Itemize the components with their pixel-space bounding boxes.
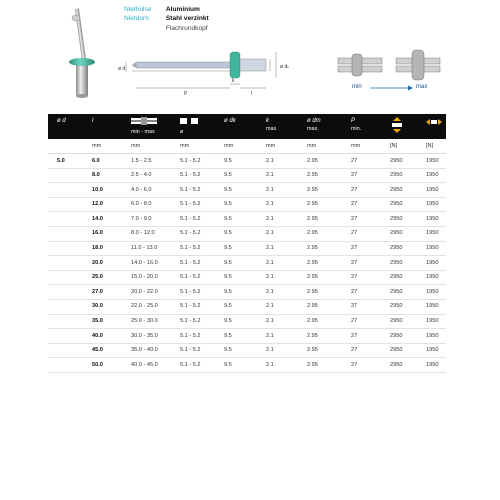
table-cell: 27	[351, 230, 358, 237]
installation-illustration	[334, 44, 448, 102]
header-tensile-force	[426, 117, 442, 130]
table-cell: 5.1 - 5.2	[180, 318, 201, 325]
table-cell: 2.95	[307, 303, 318, 310]
table-cell: 2950	[390, 332, 403, 339]
table-cell: 2.1	[266, 215, 274, 222]
table-cell: 1950	[426, 201, 439, 208]
table-row	[48, 227, 446, 242]
table-cell: 2950	[390, 288, 403, 295]
header-length: l	[92, 118, 94, 124]
table-cell: 2.1	[266, 230, 274, 237]
table-row	[48, 154, 446, 169]
table-cell: 2.95	[307, 186, 318, 193]
table-row	[48, 315, 446, 330]
table-cell: 6.0	[92, 157, 100, 164]
table-cell: 9.5	[224, 186, 232, 193]
table-cell: 5.1 - 5.2	[180, 172, 201, 179]
table-row	[48, 358, 446, 373]
table-cell: 22.0 - 25.0	[131, 303, 158, 310]
unit-cell: [N]	[426, 143, 434, 149]
table-cell: 1950	[426, 215, 439, 222]
table-cell: 40.0 - 45.0	[131, 361, 158, 368]
table-cell: 1950	[426, 347, 439, 354]
table-cell: 9.5	[224, 201, 232, 208]
unit-cell: [N]	[390, 143, 398, 149]
diagram-label-p: P	[184, 91, 188, 97]
table-cell: 5.1 - 5.2	[180, 245, 201, 252]
table-row	[48, 344, 446, 359]
diagram-label-d: ø d	[118, 66, 126, 72]
table-cell: 5.1 - 5.2	[180, 347, 201, 354]
table-cell: 1950	[426, 332, 439, 339]
table-cell: 2950	[390, 215, 403, 222]
table-cell: 1950	[426, 303, 439, 310]
table-cell: 5.0	[57, 157, 65, 164]
diagram-label-dk: ø dₖ	[280, 64, 290, 70]
table-cell: 50.0	[92, 361, 103, 368]
table-cell: 27	[351, 274, 358, 281]
unit-cell: mm	[92, 143, 102, 149]
table-cell: 27	[351, 201, 358, 208]
table-header	[48, 114, 446, 139]
table-cell: 7.0 - 9.0	[131, 215, 152, 222]
table-cell: 5.1 - 5.2	[180, 332, 201, 339]
table-cell: 25.0	[92, 274, 103, 281]
table-cell: 1950	[426, 157, 439, 164]
table-cell: 2950	[390, 230, 403, 237]
header-mandrel-diameter: ø dm max.	[307, 118, 321, 132]
table-cell: 2950	[390, 186, 403, 193]
table-cell: 9.5	[224, 347, 232, 354]
table-row	[48, 198, 446, 213]
tensile-force-icon	[426, 117, 442, 127]
table-cell: 2.95	[307, 245, 318, 252]
table-cell: 2.1	[266, 347, 274, 354]
table-cell: 2950	[390, 201, 403, 208]
table-cell: 2.95	[307, 259, 318, 266]
table-cell: 27	[351, 157, 358, 164]
table-cell: 5.1 - 5.2	[180, 201, 201, 208]
table-cell: 2950	[390, 274, 403, 281]
spec-row	[124, 24, 209, 33]
table-cell: 2.1	[266, 274, 274, 281]
table-cell: 27	[351, 245, 358, 252]
table-cell: 2950	[390, 361, 403, 368]
table-cell: 2.1	[266, 259, 274, 266]
table-cell: 9.5	[224, 157, 232, 164]
table-cell: 40.0	[92, 332, 103, 339]
table-cell: 30.0 - 35.0	[131, 332, 158, 339]
table-cell: 27	[351, 186, 358, 193]
table-cell: 2.95	[307, 230, 318, 237]
table-cell: 5.1 - 5.2	[180, 361, 201, 368]
table-cell: 25.0 - 30.0	[131, 318, 158, 325]
table-cell: 20.0	[92, 259, 103, 266]
install-min-label: min	[352, 84, 362, 90]
table-cell: 16.0	[92, 230, 103, 237]
table-cell: 1950	[426, 361, 439, 368]
table-cell: 15.0 - 20.0	[131, 274, 158, 281]
drill-hole-icon	[180, 117, 198, 125]
table-cell: 6.0 - 8.0	[131, 201, 152, 208]
table-cell: 1950	[426, 186, 439, 193]
table-cell: 14.0 - 16.0	[131, 259, 158, 266]
table-cell: 1950	[426, 245, 439, 252]
table-cell: 9.5	[224, 259, 232, 266]
table-cell: 10.0	[92, 186, 103, 193]
header-drill-hole: ø	[180, 117, 198, 136]
grip-range-icon	[131, 117, 157, 125]
table-cell: 30.0	[92, 303, 103, 310]
material-spec	[124, 5, 209, 33]
table-cell: 2.1	[266, 245, 274, 252]
unit-cell: mm	[307, 143, 317, 149]
table-cell: 2950	[390, 245, 403, 252]
table-cell: 1950	[426, 172, 439, 179]
header-diameter: ø d	[57, 118, 66, 124]
table-cell: 2950	[390, 172, 403, 179]
table-cell: 2.1	[266, 361, 274, 368]
table-cell: 9.5	[224, 274, 232, 281]
table-cell: 2.1	[266, 172, 274, 179]
unit-cell: mm	[224, 143, 234, 149]
table-cell: 2950	[390, 318, 403, 325]
table-cell: 14.0	[92, 215, 103, 222]
table-body	[48, 154, 446, 373]
table-cell: 9.5	[224, 245, 232, 252]
header-grip-range: min - max	[131, 117, 157, 136]
table-cell: 2.1	[266, 303, 274, 310]
table-row	[48, 212, 446, 227]
table-cell: 1.5 - 2.5	[131, 157, 152, 164]
table-cell: 2.95	[307, 215, 318, 222]
table-cell: 35.0	[92, 318, 103, 325]
table-cell: 9.5	[224, 230, 232, 237]
table-cell: 27	[351, 259, 358, 266]
header-head-height: k max.	[266, 118, 278, 132]
table-cell: 1950	[426, 288, 439, 295]
table-cell: 9.5	[224, 332, 232, 339]
table-cell: 12.0	[92, 201, 103, 208]
table-cell: 18.0	[92, 245, 103, 252]
table-cell: 27	[351, 288, 358, 295]
specification-table	[48, 114, 446, 373]
table-cell: 20.0 - 22.0	[131, 288, 158, 295]
table-cell: 5.1 - 5.2	[180, 157, 201, 164]
table-cell: 5.1 - 5.2	[180, 274, 201, 281]
table-row	[48, 256, 446, 271]
spec-row	[124, 14, 209, 23]
table-cell: 27	[351, 318, 358, 325]
table-cell: 2.1	[266, 201, 274, 208]
table-cell: 9.5	[224, 318, 232, 325]
table-cell: 2950	[390, 157, 403, 164]
table-cell: 27	[351, 215, 358, 222]
table-cell: 2.95	[307, 172, 318, 179]
table-cell: 5.1 - 5.2	[180, 259, 201, 266]
table-row	[48, 300, 446, 315]
table-cell: 27.0	[92, 288, 103, 295]
table-row	[48, 169, 446, 184]
unit-cell: mm	[266, 143, 276, 149]
table-cell: 35.0 - 40.0	[131, 347, 158, 354]
spec-row	[124, 5, 209, 14]
spec-value: Stahl verzinkt	[165, 15, 209, 23]
rivet-photo	[62, 4, 102, 104]
header-mandrel-length: P min.	[351, 118, 362, 132]
spec-value: Flachrundkopf	[165, 24, 208, 32]
table-cell: 5.1 - 5.2	[180, 215, 201, 222]
table-cell: 2.1	[266, 186, 274, 193]
table-cell: 2.95	[307, 157, 318, 164]
table-cell: 2.1	[266, 288, 274, 295]
table-cell: 27	[351, 361, 358, 368]
table-cell: 11.0 - 13.0	[131, 245, 158, 252]
header-shear-force	[390, 117, 404, 136]
table-cell: 2.1	[266, 157, 274, 164]
table-cell: 9.5	[224, 303, 232, 310]
unit-cell: mm	[180, 143, 190, 149]
table-cell: 5.1 - 5.2	[180, 186, 201, 193]
table-cell: 2.1	[266, 332, 274, 339]
table-cell: 27	[351, 332, 358, 339]
table-cell: 27	[351, 172, 358, 179]
table-row	[48, 242, 446, 257]
table-row	[48, 285, 446, 300]
table-cell: 2.95	[307, 201, 318, 208]
shear-force-icon	[390, 117, 404, 133]
diagram-label-l: l	[251, 91, 253, 97]
table-cell: 9.5	[224, 215, 232, 222]
table-cell: 1950	[426, 274, 439, 281]
spec-key: Nietdorn	[124, 15, 149, 23]
table-row	[48, 183, 446, 198]
table-cell: 1950	[426, 318, 439, 325]
table-cell: 9.5	[224, 288, 232, 295]
table-cell: 2.95	[307, 361, 318, 368]
spec-key: Niethülse	[124, 6, 152, 13]
table-cell: 5.1 - 5.2	[180, 230, 201, 237]
table-cell: 9.5	[224, 172, 232, 179]
installation-icon	[334, 44, 448, 102]
table-cell: 5.1 - 5.2	[180, 303, 201, 310]
table-cell: 2.5 - 4.0	[131, 172, 152, 179]
table-cell: 2.95	[307, 318, 318, 325]
rivet-dimension-diagram	[118, 44, 308, 100]
table-cell: 2.95	[307, 288, 318, 295]
table-row	[48, 271, 446, 286]
table-cell: 8.0 - 12.0	[131, 230, 155, 237]
table-cell: 2.1	[266, 318, 274, 325]
table-cell: 2950	[390, 259, 403, 266]
table-cell: 4.0 - 6.0	[131, 186, 152, 193]
table-cell: 1950	[426, 259, 439, 266]
spec-value: Aluminium	[165, 6, 200, 13]
unit-cell: mm	[351, 143, 361, 149]
table-cell: 1950	[426, 230, 439, 237]
table-cell: 2.95	[307, 332, 318, 339]
header-head-diameter: ø dk	[224, 118, 236, 124]
units-row	[48, 139, 446, 154]
table-cell: 45.0	[92, 347, 103, 354]
product-header	[0, 0, 500, 110]
table-cell: 2.95	[307, 347, 318, 354]
table-cell: 27	[351, 303, 358, 310]
table-cell: 2950	[390, 303, 403, 310]
table-cell: 27	[351, 347, 358, 354]
table-cell: 8.0	[92, 172, 100, 179]
unit-cell: mm	[131, 143, 141, 149]
table-cell: 9.5	[224, 361, 232, 368]
install-max-label: max	[416, 84, 428, 90]
table-cell: 2950	[390, 347, 403, 354]
table-cell: 5.1 - 5.2	[180, 288, 201, 295]
diagram-label-k: k	[232, 78, 235, 84]
table-row	[48, 329, 446, 344]
table-cell: 2.95	[307, 274, 318, 281]
